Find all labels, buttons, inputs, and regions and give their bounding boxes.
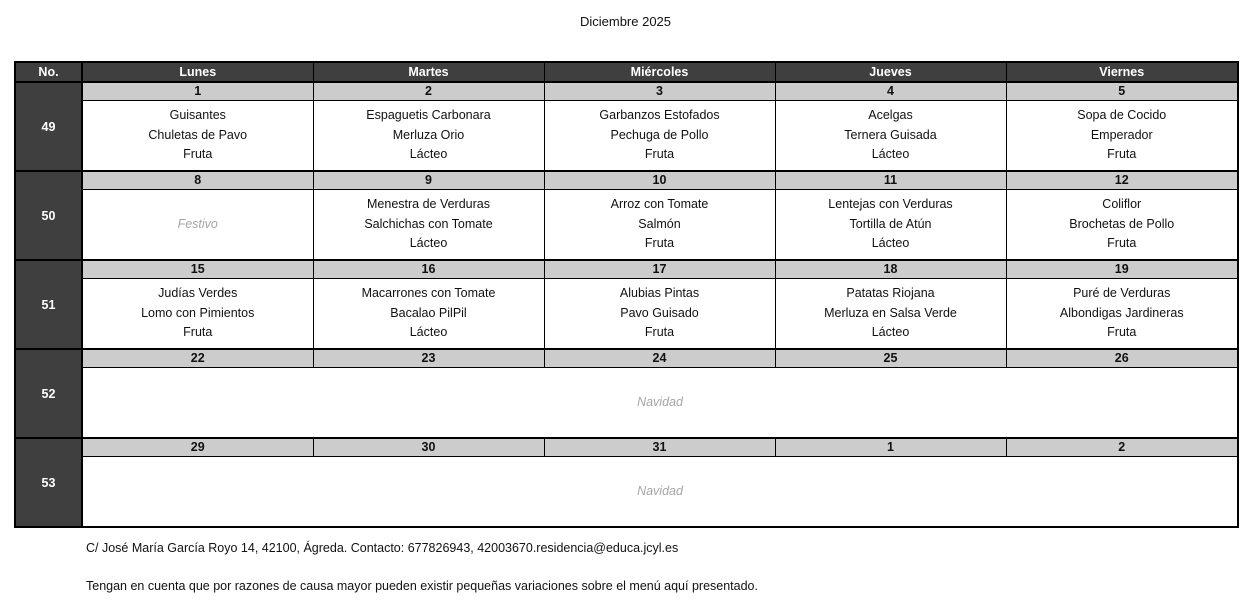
week-50-menu-row xyxy=(15,189,1238,260)
menu-cell xyxy=(313,100,544,171)
menu-cell xyxy=(82,100,313,171)
menu-table xyxy=(14,61,1239,528)
menu-line: Bacalao PilPil xyxy=(390,305,467,320)
menu-cell xyxy=(544,100,775,171)
menu-line: Lácteo xyxy=(409,325,448,339)
day-cell: 9 xyxy=(313,171,544,189)
menu-line: Merluza en Salsa Verde xyxy=(824,305,957,320)
contact-address-line: C/ José María García Royo 14, 42100, Ágreda. Contacto: 677826943, 42003670.residencia@educa.jcyl.es xyxy=(86,541,679,555)
week-53-day-row xyxy=(15,438,1238,456)
menu-line: Fruta xyxy=(644,147,675,161)
day-cell: 18 xyxy=(775,260,1006,278)
holiday-label: Navidad xyxy=(637,394,683,409)
menu-line: Tortilla de Atún xyxy=(849,216,932,231)
day-cell: 31 xyxy=(544,438,775,456)
menu-line: Lácteo xyxy=(409,147,448,161)
menu-line: Macarrones con Tomate xyxy=(361,286,496,300)
day-cell: 16 xyxy=(313,260,544,278)
menu-line: Brochetas de Pollo xyxy=(1069,216,1175,231)
week-number: 49 xyxy=(15,82,82,171)
day-cell: 22 xyxy=(82,349,313,367)
menu-line: Espaguetis Carbonara xyxy=(366,108,491,122)
menu-line: Alubias Pintas xyxy=(619,286,700,300)
week-51-day-row xyxy=(15,260,1238,278)
holiday-cell xyxy=(82,189,313,260)
day-cell: 1 xyxy=(775,438,1006,456)
menu-cell xyxy=(775,278,1006,349)
menu-line: Patatas Riojana xyxy=(846,286,935,300)
week-number: 51 xyxy=(15,260,82,349)
menu-line: Judías Verdes xyxy=(158,286,238,300)
week-49-menu-row xyxy=(15,100,1238,171)
menu-line: Fruta xyxy=(644,236,675,250)
day-cell: 3 xyxy=(544,82,775,100)
menu-line: Arroz con Tomate xyxy=(610,197,709,211)
menu-line: Salchichas con Tomate xyxy=(364,216,493,231)
menu-line: Merluza Orio xyxy=(392,127,465,142)
menu-line: Acelgas xyxy=(868,108,913,122)
menu-line: Pavo Guisado xyxy=(620,305,699,320)
menu-cell xyxy=(1006,100,1238,171)
day-cell: 10 xyxy=(544,171,775,189)
menu-line: Chuletas de Pavo xyxy=(148,127,248,142)
header-viernes: Viernes xyxy=(1006,62,1238,82)
day-cell: 24 xyxy=(544,349,775,367)
week-number: 52 xyxy=(15,349,82,438)
menu-cell xyxy=(313,278,544,349)
footer xyxy=(86,541,758,593)
week-52-menu-row xyxy=(15,367,1238,438)
menu-line: Coliflor xyxy=(1102,197,1142,211)
merged-holiday-cell xyxy=(82,456,1238,527)
header-row xyxy=(15,62,1238,82)
menu-cell xyxy=(1006,278,1238,349)
holiday-label: Navidad xyxy=(637,483,683,498)
header-miercoles: Miércoles xyxy=(544,62,775,82)
header-jueves: Jueves xyxy=(775,62,1006,82)
header-lunes: Lunes xyxy=(82,62,313,82)
menu-line: Menestra de Verduras xyxy=(367,197,490,211)
day-cell: 4 xyxy=(775,82,1006,100)
day-cell: 25 xyxy=(775,349,1006,367)
menu-line: Emperador xyxy=(1090,127,1153,142)
week-number: 50 xyxy=(15,171,82,260)
menu-cell xyxy=(82,278,313,349)
disclaimer-line: Tengan en cuenta que por razones de causa mayor pueden existir pequeñas variaciones sobre el menú aquí presentado. xyxy=(86,579,758,593)
menu-line: Pechuga de Pollo xyxy=(610,127,709,142)
menu-line: Lácteo xyxy=(409,236,448,250)
menu-line: Salmón xyxy=(638,216,681,231)
day-cell: 29 xyxy=(82,438,313,456)
menu-line: Fruta xyxy=(1107,147,1137,161)
week-number: 53 xyxy=(15,438,82,527)
menu-line: Lentejas con Verduras xyxy=(828,197,953,211)
day-cell: 11 xyxy=(775,171,1006,189)
menu-cell xyxy=(775,100,1006,171)
holiday-label: Festivo xyxy=(177,216,218,231)
day-cell: 15 xyxy=(82,260,313,278)
day-cell: 8 xyxy=(82,171,313,189)
day-cell: 19 xyxy=(1006,260,1238,278)
week-51-menu-row xyxy=(15,278,1238,349)
day-cell: 30 xyxy=(313,438,544,456)
day-cell: 2 xyxy=(1006,438,1238,456)
menu-line: Sopa de Cocido xyxy=(1077,108,1167,122)
day-cell: 1 xyxy=(82,82,313,100)
menu-cell xyxy=(1006,189,1238,260)
menu-cell xyxy=(313,189,544,260)
menu-line: Fruta xyxy=(1107,325,1137,339)
day-cell: 26 xyxy=(1006,349,1238,367)
menu-line: Guisantes xyxy=(169,108,226,122)
menu-line: Lácteo xyxy=(871,325,910,339)
week-49-day-row xyxy=(15,82,1238,100)
menu-line: Lácteo xyxy=(871,236,910,250)
menu-line: Puré de Verduras xyxy=(1073,286,1171,300)
menu-line: Fruta xyxy=(183,325,213,339)
week-53-menu-row xyxy=(15,456,1238,527)
merged-holiday-cell xyxy=(82,367,1238,438)
header-martes: Martes xyxy=(313,62,544,82)
day-cell: 2 xyxy=(313,82,544,100)
menu-line: Albondigas Jardineras xyxy=(1059,305,1184,320)
menu-line: Lácteo xyxy=(871,147,910,161)
week-50-day-row xyxy=(15,171,1238,189)
day-cell: 23 xyxy=(313,349,544,367)
menu-line: Garbanzos Estofados xyxy=(599,108,720,122)
menu-line: Ternera Guisada xyxy=(844,127,937,142)
menu-line: Fruta xyxy=(644,325,675,339)
week-52-day-row xyxy=(15,349,1238,367)
menu-line: Fruta xyxy=(1107,236,1137,250)
day-cell: 17 xyxy=(544,260,775,278)
menu-cell xyxy=(544,278,775,349)
day-cell: 5 xyxy=(1006,82,1238,100)
header-no: No. xyxy=(15,62,82,82)
menu-cell xyxy=(544,189,775,260)
menu-line: Lomo con Pimientos xyxy=(141,305,255,320)
day-cell: 12 xyxy=(1006,171,1238,189)
menu-cell xyxy=(775,189,1006,260)
menu-line: Fruta xyxy=(183,147,213,161)
page-title: Diciembre 2025 xyxy=(579,14,672,29)
